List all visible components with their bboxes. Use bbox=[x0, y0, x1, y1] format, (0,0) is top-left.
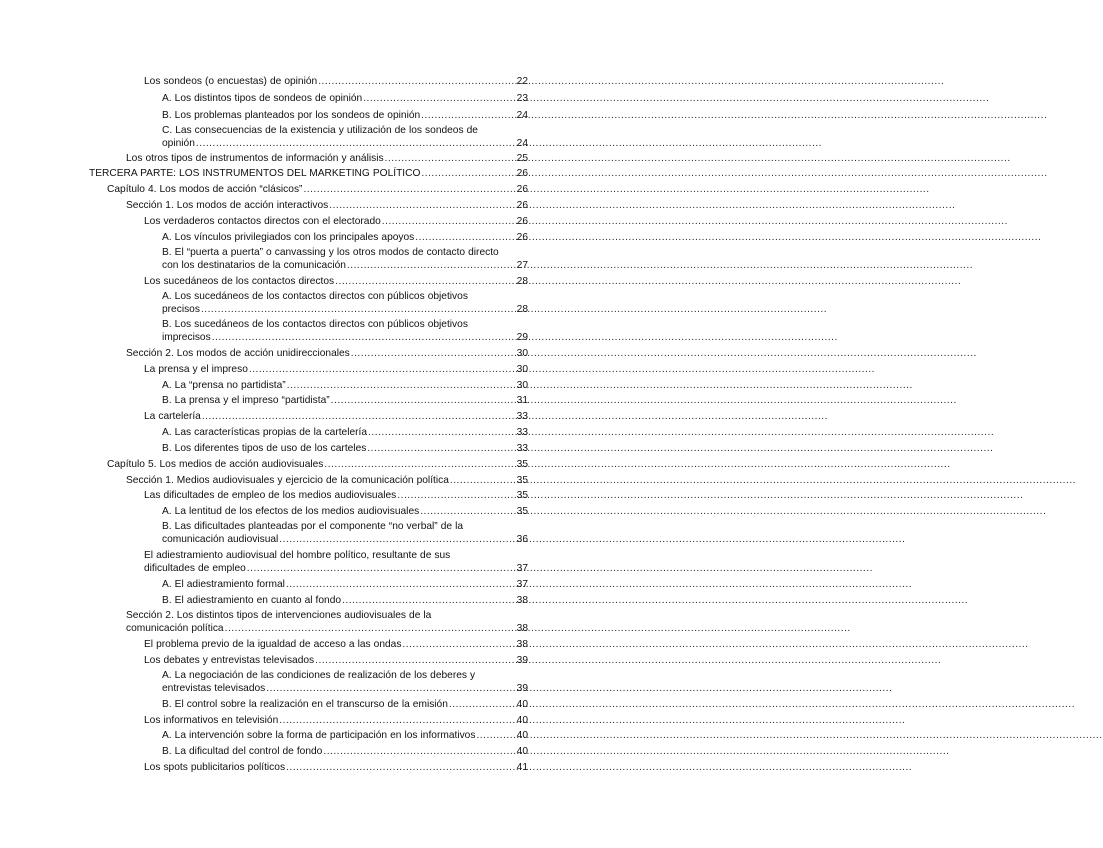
toc-leader-dots bbox=[415, 231, 515, 244]
toc-entry[interactable] bbox=[162, 318, 528, 344]
toc-page-number: 35 bbox=[516, 490, 528, 501]
toc-page-number: 30 bbox=[516, 380, 528, 391]
toc-page-number: 28 bbox=[516, 304, 528, 315]
toc-page-number: 22 bbox=[516, 76, 528, 87]
toc-entry[interactable] bbox=[162, 442, 528, 455]
toc-page-number: 37 bbox=[516, 563, 528, 574]
toc-page-number: 39 bbox=[516, 655, 528, 666]
toc-leader-dots bbox=[225, 622, 516, 635]
toc-leader-dots bbox=[351, 347, 516, 360]
toc-entry-title: A. La intervención sobre la forma de participación en los informativos bbox=[162, 730, 476, 741]
toc-entry-title: Los sondeos (o encuestas) de opinión bbox=[144, 76, 318, 87]
toc-leader-dots bbox=[201, 303, 516, 316]
toc-leader-dots bbox=[421, 167, 515, 180]
toc-page-number: 23 bbox=[516, 93, 528, 104]
toc-page-number: 26 bbox=[516, 216, 528, 227]
toc-entry-title: Sección 1. Medios audiovisuales y ejercicio de la comunicación política bbox=[126, 475, 449, 486]
toc-entry[interactable] bbox=[162, 669, 528, 695]
toc-entry[interactable] bbox=[89, 167, 528, 180]
toc-entry[interactable] bbox=[162, 124, 528, 150]
toc-page-number: 35 bbox=[516, 459, 528, 470]
toc-entry-title: Sección 2. Los modos de acción unidireccionales bbox=[126, 348, 350, 359]
toc-leader-dots bbox=[331, 394, 516, 407]
toc-leader-dots bbox=[397, 489, 515, 502]
toc-entry[interactable] bbox=[144, 654, 528, 667]
toc-entry[interactable] bbox=[126, 199, 528, 212]
toc-entry-title: TERCERA PARTE: LOS INSTRUMENTOS DEL MARKETING POLÍTICO bbox=[89, 168, 421, 179]
toc-leader-dots bbox=[287, 379, 516, 392]
toc-page-number: 27 bbox=[516, 260, 528, 271]
toc-entry-title: Sección 1. Los modos de acción interactivos bbox=[126, 200, 329, 211]
toc-leader-dots bbox=[449, 698, 516, 711]
toc-entry-title: A. La negociación de las condiciones de realización de los deberes y bbox=[162, 670, 476, 681]
toc-entry[interactable] bbox=[144, 363, 528, 376]
toc-entry-title: A. La “prensa no partidista” bbox=[162, 380, 286, 391]
toc-leader-dots bbox=[323, 745, 515, 758]
toc-entry[interactable] bbox=[126, 152, 528, 165]
toc-page-number: 24 bbox=[516, 110, 528, 121]
toc-entry-title: Sección 2. Los distintos tipos de intervenciones audiovisuales de la bbox=[126, 610, 432, 621]
toc-leader-dots bbox=[367, 442, 515, 455]
toc-leader-dots bbox=[385, 152, 516, 165]
toc-entry-title-continued: imprecisos bbox=[162, 332, 211, 343]
toc-page-number: 40 bbox=[516, 730, 528, 741]
toc-entry[interactable] bbox=[144, 638, 528, 651]
toc-leader-dots bbox=[329, 199, 515, 212]
toc-page-number: 37 bbox=[516, 579, 528, 590]
toc-entry-title: El adiestramiento audiovisual del hombre político, resultante de sus bbox=[144, 550, 451, 561]
toc-entry[interactable] bbox=[162, 520, 528, 546]
toc-entry-title: La cartelería bbox=[144, 411, 201, 422]
toc-entry-title: B. El “puerta a puerta” o canvassing y los otros modos de contacto directo bbox=[162, 247, 499, 258]
toc-entry[interactable] bbox=[162, 745, 528, 758]
toc-entry[interactable] bbox=[126, 347, 528, 360]
toc-leader-dots bbox=[368, 426, 516, 439]
toc-page-number: 40 bbox=[516, 699, 528, 710]
toc-leader-dots bbox=[315, 654, 516, 667]
toc-entry-title: B. El control sobre la realización en el transcurso de la emisión bbox=[162, 699, 448, 710]
toc-page-number: 26 bbox=[516, 168, 528, 179]
toc-entry[interactable] bbox=[162, 379, 528, 392]
toc-leader-dots bbox=[421, 109, 515, 122]
toc-page-number: 30 bbox=[516, 348, 528, 359]
toc-entry[interactable] bbox=[162, 231, 528, 244]
toc-leader-dots bbox=[324, 458, 515, 471]
toc-entry[interactable] bbox=[162, 505, 528, 518]
toc-leader-dots bbox=[342, 594, 516, 607]
toc-page-number: 26 bbox=[516, 184, 528, 195]
toc-page-number: 33 bbox=[516, 411, 528, 422]
toc-page-number: 35 bbox=[516, 506, 528, 517]
toc-entry-title: B. La dificultad del control de fondo bbox=[162, 746, 323, 757]
toc-entry[interactable] bbox=[144, 761, 528, 774]
toc-entry-title: A. Los distintos tipos de sondeos de opinión bbox=[162, 93, 363, 104]
toc-entry-title: B. La prensa y el impreso “partidista” bbox=[162, 395, 330, 406]
toc-entry[interactable] bbox=[126, 609, 528, 635]
toc-entry-title-continued: con los destinatarios de la comunicación bbox=[162, 260, 346, 271]
toc-leader-dots bbox=[279, 533, 515, 546]
toc-page-number: 36 bbox=[516, 534, 528, 545]
toc-entry[interactable] bbox=[162, 729, 528, 742]
toc-entry-title-continued: comunicación política bbox=[126, 623, 224, 634]
toc-leader-dots bbox=[363, 92, 515, 105]
toc-entry-title: Capítulo 4. Los modos de acción “clásicos” bbox=[107, 184, 303, 195]
toc-leader-dots bbox=[249, 363, 516, 376]
toc-leader-dots bbox=[202, 410, 516, 423]
toc-leader-dots bbox=[335, 275, 516, 288]
toc-entry[interactable] bbox=[162, 698, 528, 711]
toc-entry-title-continued: opinión bbox=[162, 138, 195, 149]
toc-entry[interactable] bbox=[126, 474, 528, 487]
toc-entry-title: C. Las consecuencias de la existencia y utilización de los sondeos de bbox=[162, 125, 478, 136]
toc-entry[interactable] bbox=[144, 714, 528, 727]
toc-entry[interactable] bbox=[107, 183, 528, 196]
toc-leader-dots bbox=[279, 714, 515, 727]
toc-page-number: 38 bbox=[516, 595, 528, 606]
toc-entry-title: B. Los diferentes tipos de uso de los carteles bbox=[162, 443, 367, 454]
toc-entry[interactable] bbox=[107, 458, 528, 471]
toc-entry[interactable] bbox=[162, 426, 528, 439]
toc-page-number: 33 bbox=[516, 427, 528, 438]
toc-entry-title: A. El adiestramiento formal bbox=[162, 579, 285, 590]
toc-entry-title: A. Las características propias de la cartelería bbox=[162, 427, 368, 438]
toc-page-number: 26 bbox=[516, 200, 528, 211]
toc-entry-title: El problema previo de la igualdad de acceso a las ondas bbox=[144, 639, 402, 650]
toc-leader-dots bbox=[318, 75, 515, 88]
toc-entry[interactable] bbox=[162, 109, 528, 122]
toc-page-number: 24 bbox=[516, 138, 528, 149]
toc-page-number: 40 bbox=[516, 715, 528, 726]
toc-entry-title: Los verdaderos contactos directos con el electorado bbox=[144, 216, 381, 227]
toc-leader-dots bbox=[266, 682, 515, 695]
toc-page-number: 28 bbox=[516, 276, 528, 287]
toc-entry-title: B. Los problemas planteados por los sondeos de opinión bbox=[162, 110, 421, 121]
toc-page-number: 33 bbox=[516, 443, 528, 454]
toc-entry-title: Los debates y entrevistas televisados bbox=[144, 655, 315, 666]
toc-page-number: 29 bbox=[516, 332, 528, 343]
toc-entry-title: La prensa y el impreso bbox=[144, 364, 248, 375]
toc-entry[interactable] bbox=[162, 594, 528, 607]
toc-page-number: 30 bbox=[516, 364, 528, 375]
toc-page-number: 31 bbox=[516, 395, 528, 406]
toc-entry[interactable] bbox=[144, 75, 528, 88]
toc-page-number: 38 bbox=[516, 639, 528, 650]
toc-leader-dots bbox=[347, 259, 516, 272]
toc-page-number: 40 bbox=[516, 746, 528, 757]
toc-entry[interactable] bbox=[162, 394, 528, 407]
toc-entry-title: A. La lentitud de los efectos de los medios audiovisuales bbox=[162, 506, 420, 517]
toc-entry-title-continued: dificultades de empleo bbox=[144, 563, 246, 574]
toc-entry-title: B. Las dificultades planteadas por el componente “no verbal” de la bbox=[162, 521, 464, 532]
toc-entry[interactable] bbox=[162, 246, 528, 272]
toc-entry-title: Las dificultades de empleo de los medios audiovisuales bbox=[144, 490, 397, 501]
toc-leader-dots bbox=[450, 474, 516, 487]
toc-leader-dots bbox=[476, 729, 515, 742]
toc-entry-title: A. Los sucedáneos de los contactos directos con públicos objetivos bbox=[162, 291, 468, 302]
toc-page-number: 41 bbox=[516, 762, 528, 773]
toc-leader-dots bbox=[286, 761, 516, 774]
toc-entry-title: Los otros tipos de instrumentos de información y análisis bbox=[126, 153, 384, 164]
toc-entry-title: Los spots publicitarios políticos bbox=[144, 762, 286, 773]
toc-entry-title: Los sucedáneos de los contactos directos bbox=[144, 276, 335, 287]
toc-entry-title-continued: comunicación audiovisual bbox=[162, 534, 279, 545]
toc-leader-dots bbox=[420, 505, 515, 518]
toc-leader-dots bbox=[382, 215, 516, 228]
toc-page-number: 39 bbox=[516, 683, 528, 694]
toc-leader-dots bbox=[286, 578, 516, 591]
toc-entry[interactable] bbox=[144, 549, 528, 575]
toc-entry[interactable] bbox=[144, 489, 528, 502]
toc-entry[interactable] bbox=[144, 275, 528, 288]
toc-entry-title: B. Los sucedáneos de los contactos directos con públicos objetivos bbox=[162, 319, 468, 330]
toc-page-number: 25 bbox=[516, 153, 528, 164]
toc-entry-title: A. Los vínculos privilegiados con los principales apoyos bbox=[162, 232, 415, 243]
toc-page-number: 35 bbox=[516, 475, 528, 486]
toc-entry[interactable] bbox=[144, 410, 528, 423]
toc-leader-dots bbox=[303, 183, 515, 196]
toc-entry-title: Los informativos en televisión bbox=[144, 715, 279, 726]
toc-leader-dots bbox=[196, 137, 516, 150]
toc-entry-title-continued: entrevistas televisados bbox=[162, 683, 266, 694]
toc-leader-dots bbox=[212, 331, 516, 344]
toc-entry-title-continued: precisos bbox=[162, 304, 200, 315]
toc-entry[interactable] bbox=[162, 290, 528, 316]
toc-leader-dots bbox=[402, 638, 515, 651]
toc-entry-title: B. El adiestramiento en cuanto al fondo bbox=[162, 595, 342, 606]
toc-entry[interactable] bbox=[162, 92, 528, 105]
toc-entry-title: Capítulo 5. Los medios de acción audiovisuales bbox=[107, 459, 324, 470]
toc-page-number: 26 bbox=[516, 232, 528, 243]
toc-entry[interactable] bbox=[144, 215, 528, 228]
toc-leader-dots bbox=[247, 562, 516, 575]
toc-page-number: 38 bbox=[516, 623, 528, 634]
toc-entry[interactable] bbox=[162, 578, 528, 591]
